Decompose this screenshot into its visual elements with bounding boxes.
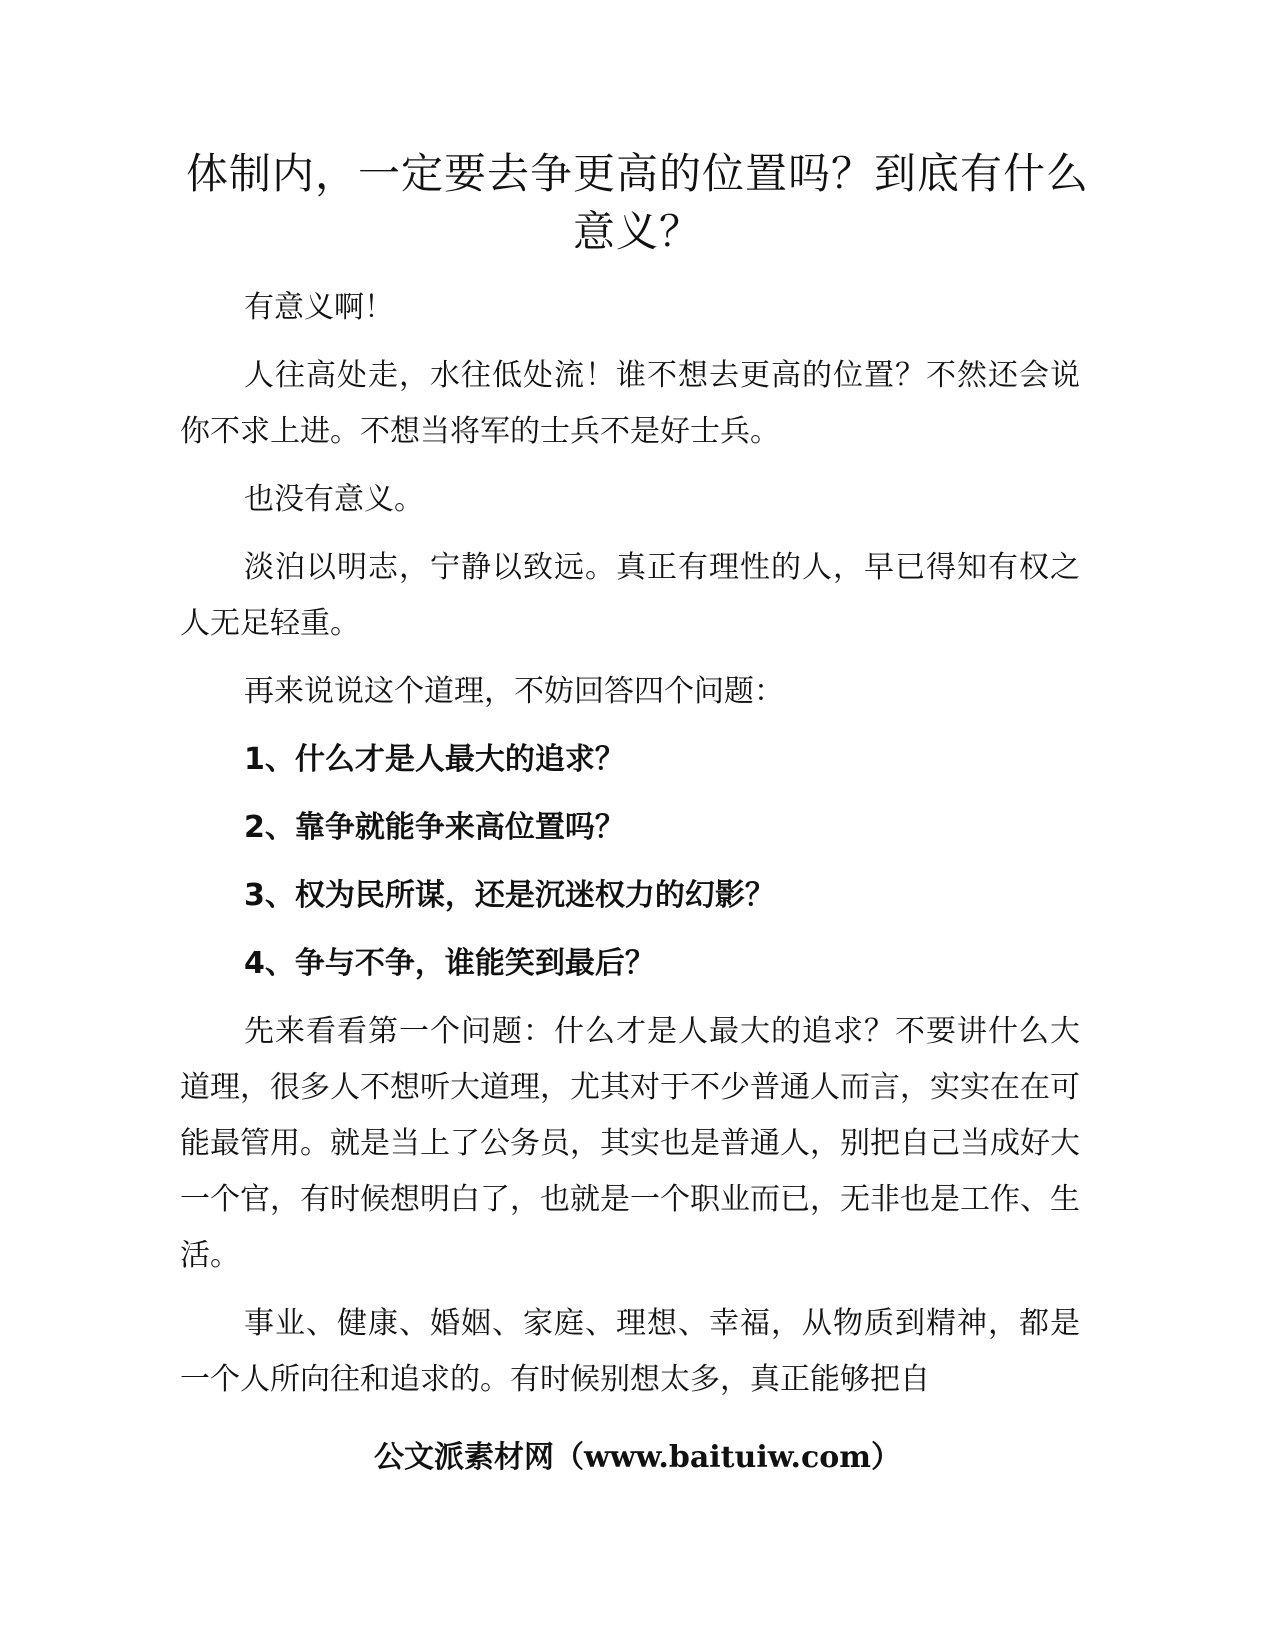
question-item: 3、权为民所谋，还是沉迷权力的幻影？ (244, 878, 775, 913)
question-item: 1、什么才是人最大的追求？ (244, 742, 625, 777)
paragraph: 再来说说这个道理，不妨回答四个问题： (244, 674, 784, 709)
document-body (180, 280, 1080, 1420)
page-footer: 公文派素材网（www.baituiw.com） (373, 1440, 902, 1475)
paragraph: 有意义啊！ (244, 290, 394, 325)
document-title: 体制内，一定要去争更高的位置吗？到底有什么意义？ (185, 149, 1089, 256)
question-item: 2、靠争就能争来高位置吗？ (244, 810, 625, 845)
paragraph: 先来看看第一个问题：什么才是人最大的追求？不要讲什么大道理，很多人不想听大道理，尤其对于不少普通人而言，实实在在可能最管用。就是当上了公务员，其实也是普通人，别把自己当成好大一个官，有时候想明白了，也就是一个职业而已，无非也是工作、生活。 (180, 1014, 1080, 1273)
paragraph: 事业、健康、婚姻、家庭、理想、幸福，从物质到精神，都是一个人所向往和追求的。有时候别想太多，真正能够把自 (180, 1306, 1080, 1397)
paragraph: 也没有意义。 (244, 482, 424, 517)
question-item: 4、争与不争，谁能笑到最后？ (244, 946, 655, 981)
paragraph: 人往高处走，水往低处流！谁不想去更高的位置？不然还会说你不求上进。不想当将军的士兵不是好士兵。 (180, 358, 1080, 449)
paragraph: 淡泊以明志，宁静以致远。真正有理性的人，早已得知有权之人无足轻重。 (180, 550, 1080, 641)
